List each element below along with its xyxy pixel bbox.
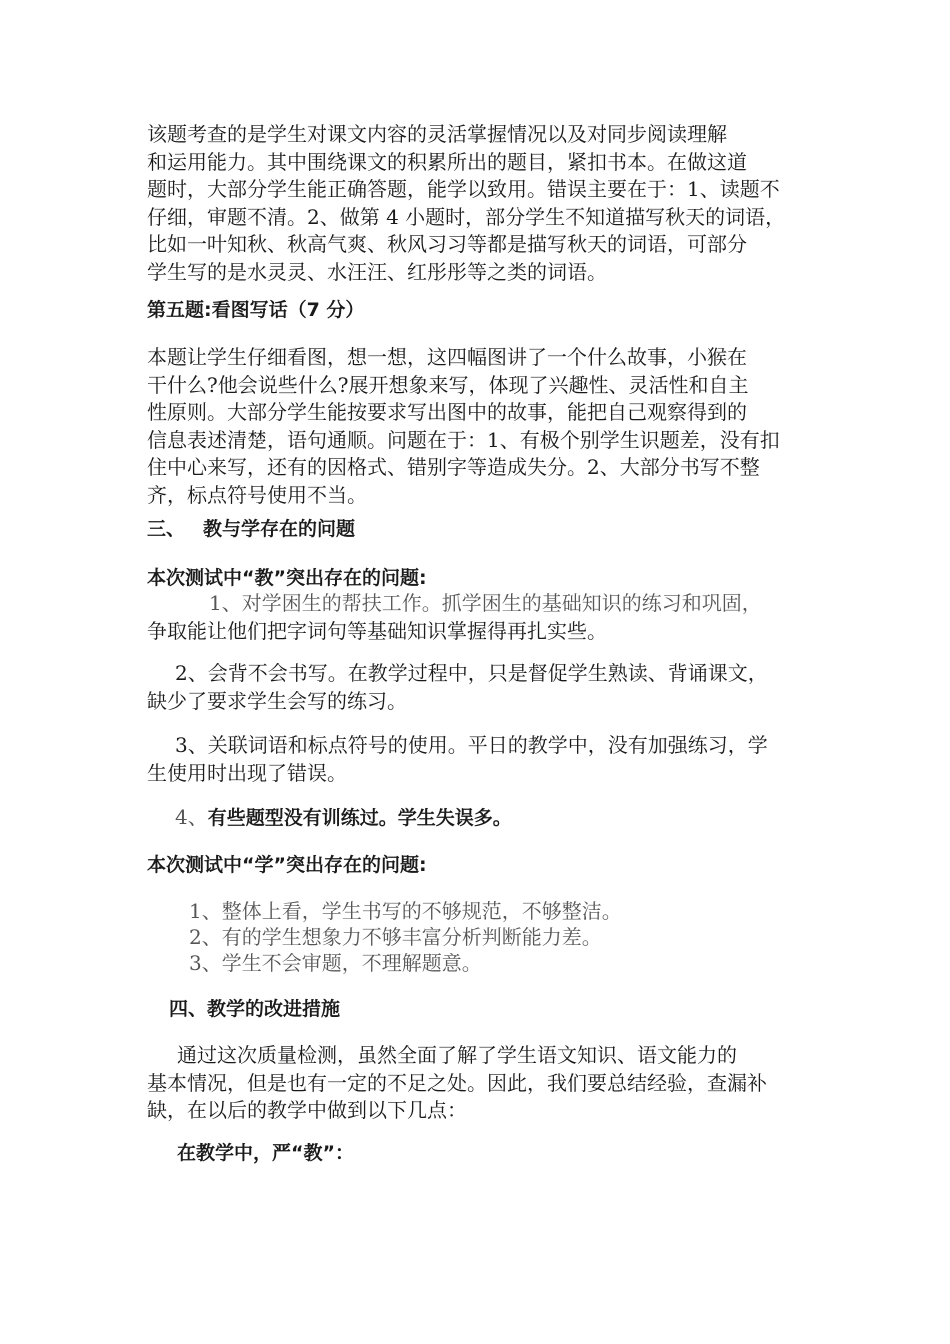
list-item: 2、有的学生想象力不够丰富分析判断能力差。 — [189, 925, 602, 949]
improvement-paragraph — [147, 1042, 812, 1125]
item-number: 4、 — [175, 805, 208, 829]
text-line: 争取能让他们把字词句等基础知识掌握得再扎实些。 — [147, 618, 607, 643]
strict-teaching-heading: 在教学中，严“教”： — [177, 1142, 354, 1164]
list-item: 3、学生不会审题，不理解题意。 — [189, 951, 482, 975]
item-text: 有些题型没有训练过。学生失误多。 — [207, 807, 512, 829]
text-line: 住中心来写，还有的因格式、错别字等造成失分。2、大部分书写不整 — [147, 455, 760, 480]
analysis-paragraph — [147, 121, 812, 287]
question-5-heading: 第五题:看图写话（7 分） — [147, 299, 365, 321]
text-line: 干什么?他会说些什么?展开想象来写，体现了兴趣性、灵活性和自主 — [147, 372, 749, 397]
teach-item-1 — [147, 590, 812, 645]
text-line: 缺少了要求学生会写的练习。 — [147, 688, 407, 713]
question-5-paragraph — [147, 344, 812, 510]
text-line: 性原则。大部分学生能按要求写出图中的故事，能把自己观察得到的 — [147, 400, 747, 425]
text-line: 3、关联词语和标点符号的使用。平日的教学中，没有加强练习，学 — [175, 733, 768, 757]
teach-item-4 — [147, 804, 812, 833]
text-line: 本题让学生仔细看图，想一想，这四幅图讲了一个什么故事，小猴在 — [147, 345, 747, 369]
text-line: 仔细，审题不清。2、做第 4 小题时，部分学生不知道描写秋天的词语， — [147, 204, 786, 229]
text-line: 基本情况，但是也有一定的不足之处。因此，我们要总结经验，查漏补 — [147, 1070, 767, 1095]
learn-problems-list — [147, 898, 812, 976]
text-line: 题时，大部分学生能正确答题，能学以致用。错误主要在于：1、读题不 — [147, 177, 780, 202]
section-title: 教与学存在的问题 — [203, 518, 356, 540]
list-item: 1、整体上看，学生书写的不够规范，不够整洁。 — [189, 899, 622, 923]
section-4-heading: 四、教学的改进措施 — [169, 998, 341, 1020]
text-line: 生使用时出现了错误。 — [147, 760, 347, 785]
text-line: 和运用能力。其中围绕课文的积累所出的题目，紧扣书本。在做这道 — [147, 149, 747, 174]
text-line: 该题考查的是学生对课文内容的灵活掌握情况以及对同步阅读理解 — [147, 122, 727, 146]
learn-problems-heading: 本次测试中“学”突出存在的问题: — [147, 854, 427, 876]
section-3-heading — [147, 516, 812, 544]
section-number: 三、 — [147, 518, 186, 540]
text-line: 1、对学困生的帮扶工作。抓学困生的基础知识的练习和巩固， — [209, 591, 762, 615]
teach-item-2 — [147, 660, 812, 715]
text-line: 通过这次质量检测，虽然全面了解了学生语文知识、语文能力的 — [177, 1043, 737, 1067]
text-line: 齐，标点符号使用不当。 — [147, 482, 367, 507]
text-line: 2、会背不会书写。在教学过程中，只是督促学生熟读、背诵课文， — [175, 661, 768, 685]
text-line: 缺，在以后的教学中做到以下几点： — [147, 1098, 467, 1123]
teach-item-3 — [147, 732, 812, 787]
text-line: 信息表述清楚，语句通顺。问题在于：1、有极个别学生识题差，没有扣 — [147, 427, 780, 452]
teach-problems-heading: 本次测试中“教”突出存在的问题: — [147, 567, 427, 589]
text-line: 比如一叶知秋、秋高气爽、秋风习习等都是描写秋天的词语，可部分 — [147, 232, 747, 257]
text-line: 学生写的是水灵灵、水汪汪、红彤彤等之类的词语。 — [147, 259, 607, 284]
